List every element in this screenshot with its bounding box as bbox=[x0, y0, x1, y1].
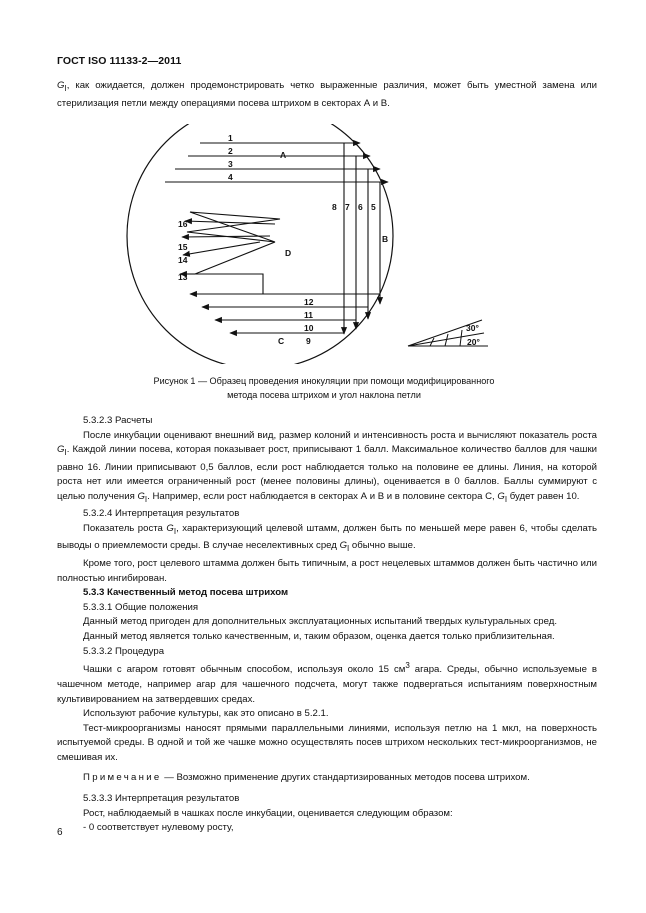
streak-line-15-arrow bbox=[182, 236, 270, 237]
sector-a-label: A bbox=[280, 150, 287, 160]
heading-5-3-3-2: 5.3.3.2 Процедура bbox=[83, 645, 165, 657]
paragraph-procedure-1: Чашки с агаром готовят обычным способом, используя около 15 $см^3$ агара. Среды, обычно используемые в чашечном методе, например агар для чашечного подсчета, могут также подвергаться испытаниям поверхностным культивированием на затвердевших средах. bbox=[57, 661, 597, 705]
caption-line-2: метода посева штрихом и угол наклона петли bbox=[227, 390, 421, 400]
line-label-1: 1 bbox=[228, 133, 233, 143]
heading-5-3-3: 5.3.3 Качественный метод посева штрихом bbox=[83, 587, 289, 599]
line-label-4: 4 bbox=[228, 172, 233, 182]
caption-line-1: Рисунок 1 — Образец проведения инокуляции при помощи модифицированного bbox=[153, 376, 495, 386]
petri-dish-outline bbox=[127, 124, 393, 364]
line-label-9: 9 bbox=[306, 336, 311, 346]
line-label-5: 5 bbox=[371, 202, 376, 212]
paragraph-procedure-2: Используют рабочие культуры, как это описано в 5.2.1. bbox=[83, 708, 329, 720]
intro-paragraph: $G_I$, как ожидается, должен продемонстрировать четко выраженные различия, может быть уместной замена или стерилизация петли между операциями посева штрихом в секторах А и В. bbox=[57, 80, 597, 109]
sector-d-zigzag bbox=[187, 212, 280, 294]
paragraph-results-2: - 0 соответствует нулевому росту, bbox=[83, 822, 234, 834]
line-label-7: 7 bbox=[345, 202, 350, 212]
sector-d-label: D bbox=[285, 248, 292, 258]
line-label-2: 2 bbox=[228, 146, 233, 156]
line-label-14: 14 bbox=[178, 255, 188, 265]
paragraph-calculation: После инкубации оценивают внешний вид, размер колоний и интенсивность роста и вычисляют показатель роста $G_I$. Каждой линии посева, которая показывает рост, приписывают 1 балл. Максимальное количество баллов для чашки равно 16. Линии приписывают 0,5 баллов, если рост наблюдается только на половине ее длины. Линия, на которой роста нет или имеется ограниченный рост (менее половины длины), оценивается в 0 баллов. Баллы суммируют с целью получения $G_I$. Например, если рост наблюдается в секторах А и В и в половине сектора С, $G_I$ будет равен 10. bbox=[57, 429, 597, 504]
heading-5-3-3-1: 5.3.3.1 Общие положения bbox=[83, 601, 199, 613]
line-label-8: 8 bbox=[332, 202, 337, 212]
sector-c-label: C bbox=[278, 336, 285, 346]
heading-5-3-2-3: 5.3.2.3 Расчеты bbox=[83, 415, 153, 426]
document-header: ГОСТ ISO 11133-2—2011 bbox=[57, 55, 182, 67]
figure-streak-plate bbox=[120, 124, 520, 364]
angle-30-label: 30° bbox=[466, 323, 479, 333]
line-label-3: 3 bbox=[228, 159, 233, 169]
line-label-11: 11 bbox=[304, 310, 313, 320]
line-label-12: 12 bbox=[304, 297, 314, 307]
paragraph-general-2: Данный метод является только качественным, и, таким образом, оценка дается только приблизительная. bbox=[83, 630, 555, 642]
document-body bbox=[57, 414, 597, 836]
line-label-16: 16 bbox=[178, 219, 188, 229]
paragraph-results-1: Рост, наблюдаемый в чашках после инкубации, оценивается следующим образом: bbox=[83, 807, 453, 819]
paragraph-general-1: Данный метод пригоден для дополнительных эксплуатационных испытаний твердых культуральных сред. bbox=[83, 616, 558, 628]
line-label-6: 6 bbox=[358, 202, 363, 212]
paragraph-interpretation: Показатель роста $G_I$, характеризующий целевой штамм, должен быть по меньшей мере равен 6, чтобы сделать выводы о приемлемости среды. В случае неселективных сред $G_I$ обычно выше. bbox=[57, 522, 598, 554]
line-label-15: 15 bbox=[178, 242, 188, 252]
paragraph-procedure-3: Тест-микроорганизмы наносят прямыми параллельными линиями, используя петлю на 1 мкл, на поверхность испытуемой среды. В одной и той же чашке можно осуществлять посев штрихом нескольких тест-микроорганизмов, не смешивая их. bbox=[57, 722, 597, 763]
heading-5-3-3-3: 5.3.3.3 Интерпретация результатов bbox=[83, 793, 240, 805]
heading-5-3-2-4: 5.3.2.4 Интерпретация результатов bbox=[83, 508, 240, 520]
angle-20-label: 20° bbox=[467, 337, 480, 347]
streak-diagram bbox=[120, 124, 520, 364]
page-number: 6 bbox=[57, 827, 63, 838]
paragraph-target-strain: Кроме того, рост целевого штамма должен быть типичным, а рост нецелевых штаммов должен быть частично или полностью ингибирован. bbox=[57, 557, 597, 584]
line-label-13: 13 bbox=[178, 272, 188, 282]
sector-b-label: B bbox=[382, 234, 389, 244]
line-label-10: 10 bbox=[304, 323, 314, 333]
note: Примечание — Возможно применение других стандартизированных методов посева штрихом. bbox=[83, 772, 530, 784]
figure-caption bbox=[70, 374, 578, 402]
